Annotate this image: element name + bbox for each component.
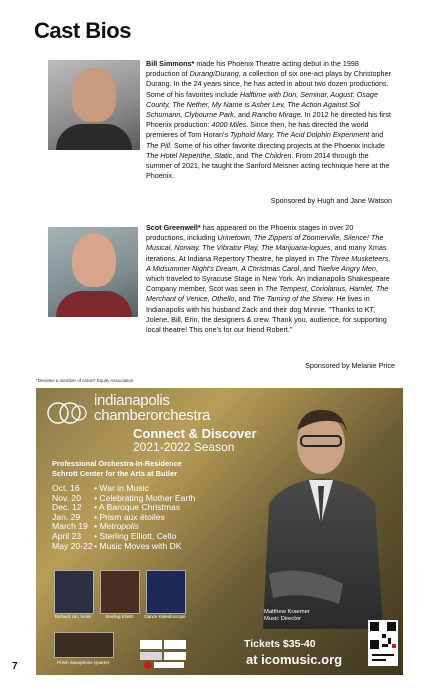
season-label: 2021-2022 Season: [133, 440, 235, 454]
residence-text: [52, 459, 182, 478]
schedule-event: • Music Moves with DK: [94, 540, 182, 551]
connect-discover-heading: Connect & Discover: [133, 426, 257, 441]
chamber-orchestra-ad: [36, 388, 403, 675]
schedule-date: Oct. 16: [52, 483, 80, 493]
thumb-dance-kaleidoscope: [146, 570, 186, 614]
headshot-face: [72, 233, 116, 287]
thumb-caption: Dance Kaleidoscope: [144, 614, 186, 619]
bio-scot-greenwell: Scot Greenwell* has appeared on the Phoenix stages in over 20 productions, including Urinetown, The Zippers of Zoomerville, Silence! The Musical, Norway, The Vibrator Play, The Marijuana-logues, and many Xmas iterations. At Indiana Repertory Theatre, he played in The Three Musketeers, A Midsummer Night's Dream, A Christmas Carol, and Twelve Angry Men, which traveled to Syracuse Stage in New York. An Indianapolis Shakespeare Company member, Scot was seen in The Tempest, Coriolanus, Hamlet, The Merchant of Venice, Othello, and The Taming of the Shrew. He lives in Indianapolis with his husband Zack and their dog Minnie. "Thanks to KT, Jolene, Bill, Erin, the designers & crew. Thank you, audience, for supporting local theatre! This one's for our friend Robert.": [146, 223, 391, 335]
sponsor-bill-simmons: Sponsored by Hugh and Jane Watson: [270, 196, 392, 205]
headshot-shirt: [56, 124, 132, 150]
page-number: 7: [12, 661, 18, 672]
schedule-date: Dec. 12: [52, 502, 82, 513]
thumb-caption: Prism Saxophone Quartet: [57, 660, 109, 665]
tickets-url: at icomusic.org: [246, 652, 343, 667]
orchestra-name-line2: chamberorchestra: [94, 407, 211, 424]
sponsor-scot-greenwell: Sponsored by Melanie Price: [305, 361, 395, 370]
residence-line2: Schrott Center for the Arts at Butler: [52, 468, 177, 478]
qr-code-icon: [368, 620, 398, 666]
thumb-sterling-elliott: [100, 570, 140, 614]
schedule-event: • Celebrating Mother Earth: [94, 492, 196, 503]
schedule-event: • A Baroque Christmas: [94, 502, 181, 513]
schedule-date: March 19: [52, 521, 88, 532]
residence-line1: Professional Orchestra-In-Residence: [52, 459, 182, 468]
bill-simmons-headshot: [48, 60, 140, 150]
sponsor-logos: [140, 640, 188, 670]
ico-rings-logo-icon: [46, 398, 88, 428]
bio-bill-simmons: Bill Simmons* made his Phoenix Theatre acting debut in the 1998 production of Durang/Durang, a collection of six one-act plays by Christopher Durang. In the 24 years since, he has acted in about two dozen productions. Some of his favorites include Halftime with Don, Seminar, August: Osage County, The Nether, My Name is Asher Lev, The Action Against Sol Schumann, Clybourne Park, and Rancho Mirage. In 2012 he directed his first Phoenix production: 4000 Miles. Since then, he has directed the world premieres of Tom Horan's Typhoid Mary, The Acid Dolphin Experiment and The Pill. Some of his other favorite directing projects at the Phoenix include The Hotel Nepenthe, Static, and The Children. From 2014 through the summer of 2021, he taught the Sanford Meisner acting technique here at the Phoenix.: [146, 59, 391, 181]
music-director-credit: [264, 609, 310, 623]
headshot-face: [72, 68, 116, 122]
scot-greenwell-headshot: [48, 227, 138, 317]
thumb-caption: Sterling Elliott: [105, 614, 133, 619]
orchestra-name-line1: indianapolis: [94, 392, 170, 409]
schedule-event: • Prism aux étoiles: [94, 511, 165, 522]
schedule-event: • Sterling Elliott, Cello: [94, 530, 177, 541]
schedule-row: [52, 542, 195, 552]
tickets-price: Tickets $35-40: [244, 638, 316, 650]
schedule-date: Nov. 20: [52, 492, 81, 503]
thumb-caption: Richard Lin, Violin: [54, 614, 92, 619]
concert-schedule: [52, 484, 195, 551]
thumb-prism-quartet: [54, 632, 114, 658]
headshot-shirt: [56, 291, 132, 317]
thumb-richard-lin: [54, 570, 94, 614]
schedule-date: May 20-22: [52, 540, 93, 551]
page-title: Cast Bios: [34, 18, 131, 43]
schedule-date: Jan. 29: [52, 511, 81, 522]
schedule-event: • War in Music: [94, 483, 149, 493]
equity-footnote: *Denotes a member of Actors' Equity Association: [36, 378, 134, 383]
music-director-title: Music Director: [264, 616, 302, 622]
schedule-event: • Metropolis: [94, 521, 140, 532]
orchestra-name: [94, 393, 210, 423]
music-director-name: Matthew Kraemer: [264, 609, 310, 615]
schedule-date: April 23: [52, 530, 82, 541]
music-director-photo: [243, 394, 393, 629]
